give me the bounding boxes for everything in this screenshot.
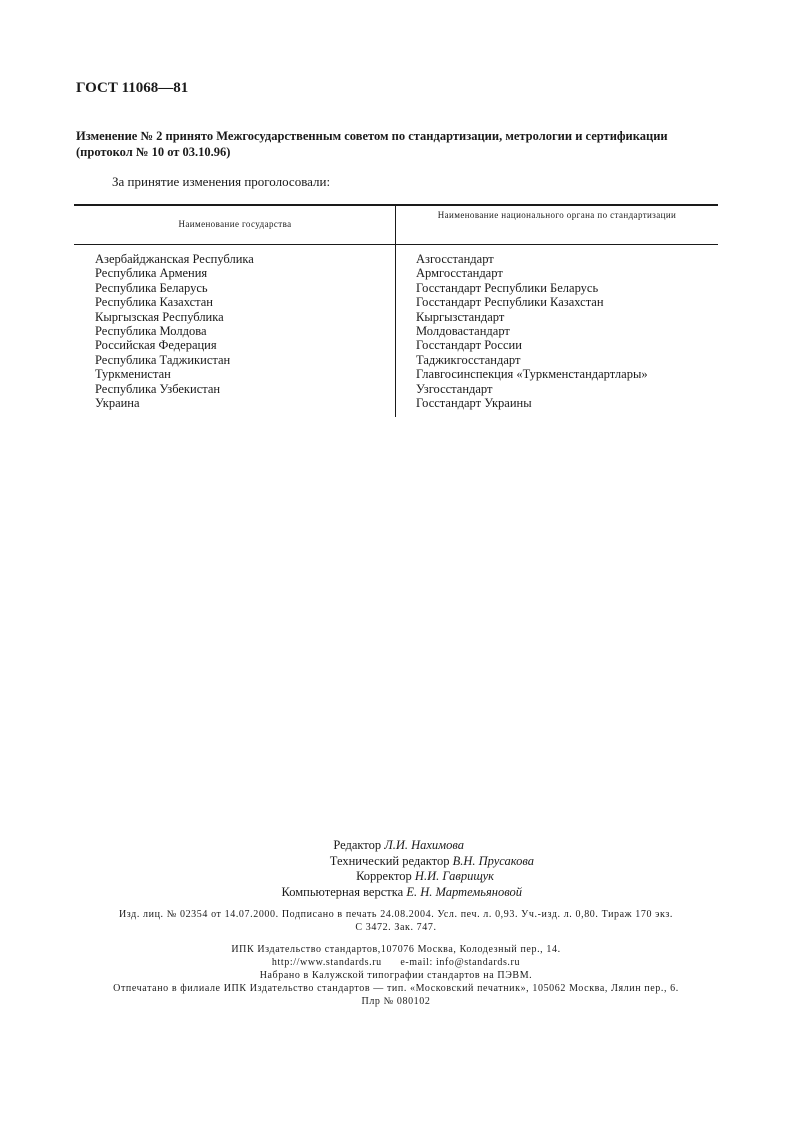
credit-role: Редактор <box>333 838 382 852</box>
states-column <box>95 252 254 410</box>
orgs-column <box>416 252 648 410</box>
credit-corrector <box>356 869 494 884</box>
document-code: ГОСТ 11068—81 <box>76 80 189 96</box>
table-cell-state: Республика Таджикистан <box>95 352 231 367</box>
table-column-divider <box>395 205 396 417</box>
table-cell-state: Республика Беларусь <box>95 280 208 295</box>
imprint-line: Отпечатано в филиале ИПК Издательство стандартов — тип. «Московский печатник», 105062 Москва, Лялин пер., 6. <box>113 983 679 994</box>
table-cell-state: Республика Узбекистан <box>95 381 221 396</box>
table-cell-org: Главгосинспекция «Туркменстандартлары» <box>416 367 648 382</box>
table-cell-state: Российская Федерация <box>95 338 217 353</box>
table-cell-org: Кыргызстандарт <box>416 309 505 324</box>
credit-name: Е. Н. Мартемьяновой <box>406 885 522 899</box>
credit-role: Корректор <box>356 869 412 883</box>
table-header-rule <box>74 244 718 245</box>
credit-editor <box>333 838 464 853</box>
column-header-org: Наименование национального органа по стандартизации <box>437 210 677 220</box>
table-cell-org: Госстандарт Республики Казахстан <box>416 295 604 310</box>
table-cell-org: Таджикгосстандарт <box>416 352 521 367</box>
table-cell-state: Республика Молдова <box>95 324 207 339</box>
credit-name: Л.И. Нахимова <box>384 838 464 852</box>
table-cell-state: Кыргызская Республика <box>95 309 224 324</box>
table-cell-org: Госстандарт России <box>416 338 522 353</box>
amendment-text: Изменение № 2 принято Межгосударственным советом по стандартизации, метрологии и сертификации (протокол № 10 от 03.10.96) <box>76 129 668 159</box>
voted-intro: За принятие изменения проголосовали: <box>112 174 331 189</box>
column-header-state: Наименование государства <box>178 219 292 229</box>
credit-role: Компьютерная верстка <box>281 885 404 899</box>
table-cell-state: Украина <box>95 396 140 411</box>
table-cell-state: Республика Армения <box>95 266 208 281</box>
credit-tech-editor <box>330 854 534 869</box>
table-cell-org: Узгосстандарт <box>416 381 493 396</box>
table-top-rule <box>74 204 718 206</box>
table-cell-org: Госстандарт Республики Беларусь <box>416 280 599 295</box>
imprint-line: Плр № 080102 <box>361 996 431 1007</box>
credit-layout <box>282 885 522 900</box>
credit-name: В.Н. Прусакова <box>452 854 534 868</box>
imprint-line: ИПК Издательство стандартов,107076 Москва, Колодезный пер., 14. <box>231 944 561 955</box>
table-cell-org: Армгосстандарт <box>416 266 503 281</box>
credit-role: Технический редактор <box>329 854 450 868</box>
table-cell-org: Молдовастандарт <box>416 324 510 339</box>
table-cell-org: Азгосстандарт <box>416 252 494 266</box>
imprint-line: Набрано в Калужской типографии стандартов на ПЭВМ. <box>259 970 533 981</box>
imprint-line: С 3472. Зак. 747. <box>355 922 437 933</box>
imprint-line: Изд. лиц. № 02354 от 14.07.2000. Подписано в печать 24.08.2004. Усл. печ. л. 0,93. Уч.-изд. л. 0,80. Тираж 170 экз. <box>118 909 674 920</box>
table-cell-state: Республика Казахстан <box>95 295 213 310</box>
imprint-line: http://www.standards.ru e-mail: info@standards.ru <box>271 957 521 968</box>
table-cell-state: Азербайджанская Республика <box>95 252 254 266</box>
credit-name: Н.И. Гаврищук <box>414 869 494 883</box>
table-cell-state: Туркменистан <box>95 367 171 382</box>
table-cell-org: Госстандарт Украины <box>416 396 532 411</box>
